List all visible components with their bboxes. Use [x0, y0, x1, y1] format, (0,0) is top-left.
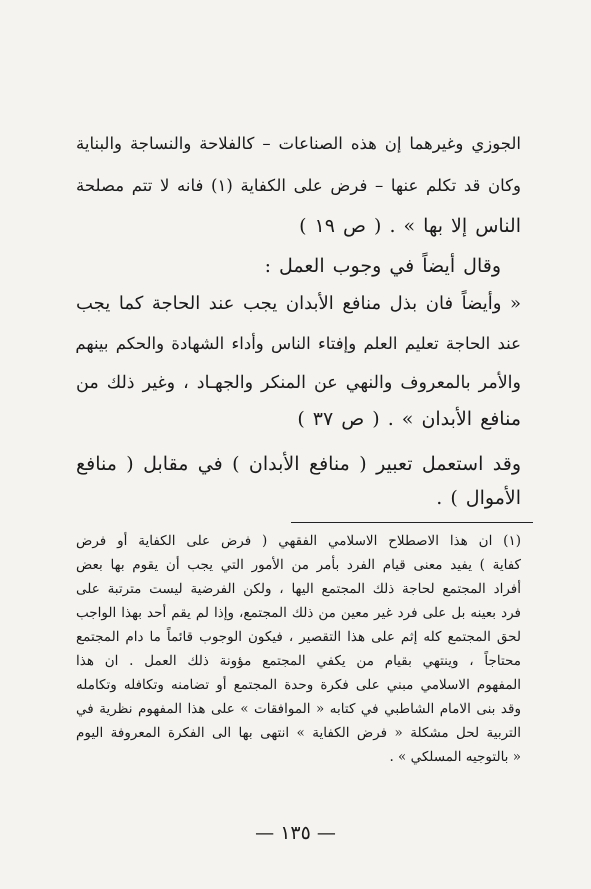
body-line: والأمر بالمعروف والنهي عن المنكر والجهـاد ، وغير ذلك من [76, 373, 521, 393]
body-line: الناس إلا بها » . ( ص ١٩ ) [299, 215, 521, 237]
footnote-line: محتاجاً ، وينتهي بقيام من يكفي المجتمع مؤونة ذلك العمل . ان هذا [76, 653, 521, 669]
footnote-line: كفاية ) يفيد معنى قيام الفرد بأمر من الأمور التي يجب أن يقوم بها بعض [76, 557, 521, 573]
footnote-line: وقد بنى الامام الشاطبي في كتابه « الموافقات » على هذا المفهوم نظرية في [76, 701, 521, 717]
footnote-line: فرد بعينه بل على فرد غير معين من ذلك المجتمع، وإذا لم يقم أحد بهذا الواجب [76, 605, 521, 621]
body-line: وقال أيضاً في وجوب العمل : [264, 255, 501, 277]
body-line: الأموال ) . [436, 487, 521, 509]
footnote-line: المفهوم الاسلامي مبني على فكرة وحدة المجتمع أو تضامنه وتكافله وتكامله [76, 677, 521, 693]
body-line: وكان قد تكلم عنها – فرض على الكفاية (١) فانه لا تتم مصلحة [76, 176, 521, 195]
body-line: منافع الأبدان » . ( ص ٣٧ ) [297, 408, 521, 430]
footnote-line: (١) ان هذا الاصطلاح الاسلامي الفقهي ( فرض على الكفاية أو فرض [76, 533, 521, 549]
footnote-line: لحق المجتمع كله إثم على هذا التقصير ، فيكون الوجوب قائماً ما دام المجتمع [76, 629, 521, 645]
body-line: الجوزي وغيرهما إن هذه الصناعات – كالفلاحة والنساجة والبناية [76, 134, 521, 153]
body-line: عند الحاجة تعليم العلم وإفتاء الناس وأداء الشهادة والحكم بينهم [75, 334, 521, 353]
footnote-line: التربية لحل مشكلة « فرض الكفاية » انتهى بها الى الفكرة المعروفة اليوم [76, 725, 521, 741]
body-line: وقد استعمل تعبير ( منافع الأبدان ) في مقابل ( منافع [76, 453, 521, 475]
footnote-line: « بالتوجيه المسلكي » . [389, 749, 521, 765]
page-number: — ١٣٥ — [255, 822, 336, 844]
body-line: « وأيضاً فان بذل منافع الأبدان يجب عند الحاجة كما يجب [76, 293, 521, 314]
footnote-line: أفراد المجتمع لحاجة ذلك المجتمع اليها ، ولكن الفرضية ليست مترتبة على [76, 581, 521, 597]
footnote-divider [291, 522, 533, 523]
